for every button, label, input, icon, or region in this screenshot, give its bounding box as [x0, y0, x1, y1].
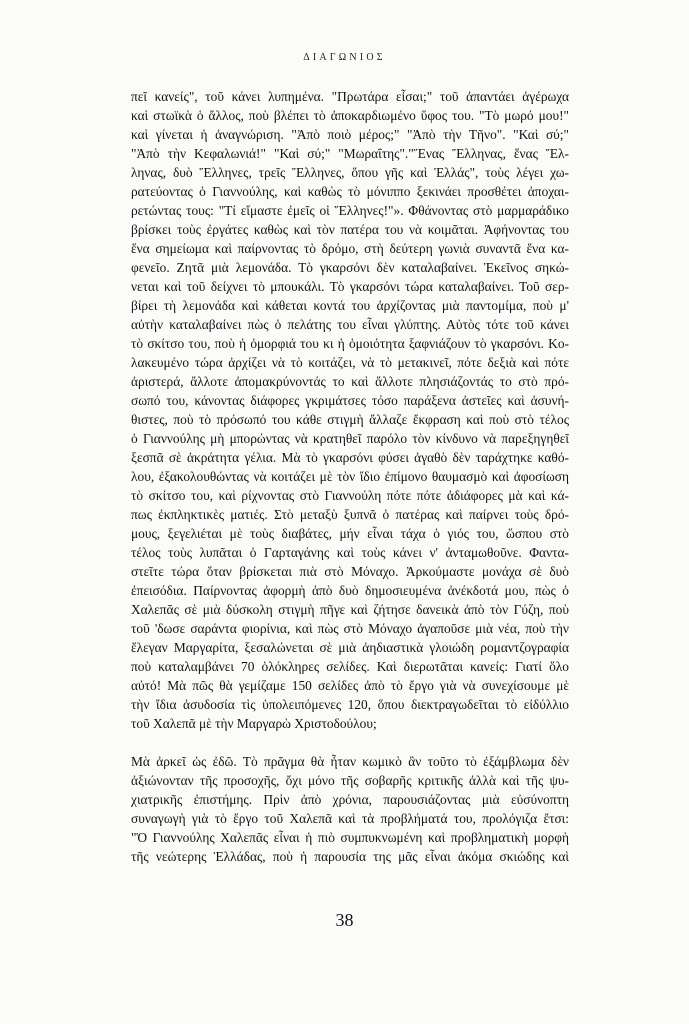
text-line: τοῦ Χαλεπᾶ μὲ τὴν Μαργαρὼ Χριστοδούλου; [131, 716, 377, 731]
page-number: 38 [335, 910, 354, 930]
text-line: καὶ γίνεται ἡ ἀναγνώριση. "Ἀπὸ ποιὸ μέρος;" "Ἀπὸ τὴν Τῆνο". "Καὶ σύ;" [131, 127, 569, 142]
text-line: βίρει τὴ λεμονάδα καὶ κάθεται κοντά του ἀρχίζοντας μιὰ παντομίμα, ποὺ μ' [131, 298, 569, 313]
text-line: "Ἀπὸ τὴν Κεφαλωνιά!" "Καὶ σύ;" "Μωραΐτης"."Ἕνας Ἕλληνας, ἕνας Ἕλ- [131, 146, 569, 161]
text-line: πως ἐκπληκτικὲς ματιές. Στὸ μεταξὺ ξυπνᾶ ὁ πατέρας καὶ παίρνει τοὺς δρό- [131, 507, 569, 522]
text-line: πεῖ κανείς", τοῦ κάνει λυπημένα. "Πρωτάρα εἶσαι;" τοῦ ἀπαντάει ἀγέρωχα [131, 89, 569, 104]
text-line: αὐτό! Μὰ πῶς θὰ γεμίζαμε 150 σελίδες ἀπὸ τὸ ἔργο γιὰ νὰ συνεχίσουμε μὲ [131, 678, 569, 693]
text-line: χιατρικῆς ἐπιστήμης. Πρὶν ἀπὸ χρόνια, παρουσιάζοντας μιὰ εὐσύνοπτη [131, 792, 569, 807]
text-line: νεται καὶ τοῦ δείχνει τὸ μπουκάλι. Τὸ γκαρσόνι τώρα καταλαβαίνει. Τοῦ σερ- [131, 279, 569, 294]
paragraph-gap [131, 733, 569, 752]
text-line: συναγωγὴ γιὰ τὸ ἔργο τοῦ Χαλεπᾶ καὶ τὰ προβλήματά του, προλόγιζα ἔτσι: [131, 811, 569, 826]
text-line: βρίσκει τοὺς ἐργάτες καθὼς καὶ τὸν πατέρα του νὰ κοιμᾶται. Ἀφήνοντας του [131, 222, 569, 237]
text-line: ἐπεισόδια. Παίρνοντας ἀφορμὴ ἀπὸ δυὸ δημοσιευμένα ἀνέκδοτά μου, πὼς ὁ [131, 583, 569, 598]
text-line: ληνας, δυὸ Ἕλληνες, τρεῖς Ἕλληνες, ὅπου γῆς καὶ Ἑλλάς", τοὺς λέγει χω- [131, 165, 569, 180]
text-line: τῆς νεώτερης Ἑλλάδας, ποὺ ἡ παρουσία της μᾶς εἶναι ἀκόμα σκιώδης καὶ [131, 849, 569, 864]
text-line: αὐτὴν καταλαβαίνει πὼς ὁ πελάτης του εἶναι γλύπτης. Αὐτὸς τότε τοῦ κάνει [131, 317, 569, 332]
text-line: ξεσπᾶ σὲ ἀκράτητα γέλια. Μὰ τὸ γκαρσόνι φύσει ἀγαθὸ δὲν ταράχτηκε καθό- [131, 450, 569, 465]
text-line: τὸ σκίτσο του, ποὺ ἡ ὀμορφιά του κι ἡ ὁμοιότητα ξαφνιάζουν τὸ γκαρσόνι. Κο- [131, 336, 569, 351]
running-head: ΔΙΑΓΩΝΙΟΣ [303, 52, 386, 63]
text-line: ρετώντας τους: "Τί εἴμαστε ἐμεῖς οἱ Ἕλληνες!"». Φθάνοντας στὸ μαρμαράδικο [131, 203, 569, 218]
text-line: θιστες, ποὺ τὸ πρόσωπό του κάθε στιγμὴ ἄλλαζε ἔκφραση καὶ ποὺ στὸ τέλος [131, 412, 569, 427]
text-line: λου, ἐξακολουθώντας νὰ κοιτάζει μὲ τὸν ἴδιο ἐπίμονο θαυμασμὸ καὶ ἀφοσίωση [131, 469, 569, 484]
text-line: Χαλεπᾶς σὲ μιὰ δύσκολη στιγμὴ πῆγε καὶ ζήτησε δανεικὰ ἀπὸ τὸν Γύζη, ποὺ [131, 602, 569, 617]
text-line: σωπό του, κάνοντας διάφορες γκριμάτσες τόσο παράξενα ἀστεῖες καὶ ἀσυνή- [131, 393, 569, 408]
text-line: φενεῖο. Ζητᾶ μιὰ λεμονάδα. Τὸ γκαρσόνι δὲν καταλαβαίνει. Ἐκεῖνος σηκώ- [131, 260, 569, 275]
text-line: ἕνα σημείωμα καὶ παίρνοντας τὸ δρόμο, στὴ δεύτερη γωνιὰ συναντᾶ ἕνα κα- [131, 241, 569, 256]
paragraph-1 [131, 87, 569, 733]
text-line: ἀξιώνονταν τῆς προσοχῆς, ὄχι μόνο τῆς σοβαρῆς κριτικῆς ἀλλὰ καὶ τῆς ψυ- [131, 773, 569, 788]
text-line: μους, ξεγελιέται μὲ τοὺς διαβάτες, μήν εἶναι τάχα ὁ γιός του, ὥσπου στὸ [131, 526, 569, 541]
text-line: τὸ σκίτσο του, καὶ ρίχνοντας στὸ Γιαννούλη πότε πότε ἀδιάφορες μὰ καὶ κά- [131, 488, 569, 503]
text-line: ἀριστερά, ἄλλοτε ἀπομακρύνοντάς το καὶ ἄλλοτε πλησιάζοντάς το στὸ πρό- [131, 374, 569, 389]
text-line: τὴν ἴδια ἀσυδοσία τὶς ὑπολειπόμενες 120, ὅπου διεκτραγωδεῖται τὸ εἰδύλλιο [131, 697, 569, 712]
text-line: ἔλεγαν Μαργαρίτα, ξεσαλώνεται σὲ μιὰ ἀηδιαστικὰ γλοιώδη ρομαντζογραφία [131, 640, 569, 655]
text-line: ὁ Γιαννούλης μὴ μπορώντας νὰ κρατηθεῖ παρόλο τὸν κίνδυνο νὰ παρεξηγηθεῖ [131, 431, 569, 446]
paragraph-2 [131, 752, 569, 866]
text-line: στεῖτε τώρα ὅταν βρίσκεται πιὰ στὸ Μόναχο. Ἀρκούμαστε μονάχα σὲ δυὸ [131, 564, 569, 579]
body-text [131, 87, 569, 866]
text-line: Μὰ ἀρκεῖ ὡς ἐδῶ. Τὸ πρᾶγμα θὰ ἦταν κωμικὸ ἂν τοῦτο τὸ ἐξάμβλωμα δὲν [131, 754, 569, 769]
text-line: ρατεύοντας ὁ Γιαννούλης, καὶ καθὼς τὸ μόνιππο ξεκινάει προσθέτει ἀποχαι- [131, 184, 569, 199]
text-line: τοῦ 'δωσε σαράντα φιορίνια, καὶ πὼς στὸ Μόναχο ἀγαποῦσε μιὰ νέα, ποὺ τὴν [131, 621, 569, 636]
text-line: λακευμένο τώρα ἀρχίζει νὰ τὸ κοιτάζει, νὰ τὸ μετακινεῖ, πότε δεξιὰ καὶ πότε [131, 355, 569, 370]
text-line: καὶ στωϊκὰ ὁ ἄλλος, ποὺ βλέπει τὸ ἀποκαρδιωμένο ὕφος του. "Τὸ μωρό μου!" [131, 108, 569, 123]
text-line: ποὺ καταλαμβάνει 70 ὁλόκληρες σελίδες. Καὶ διερωτᾶται κανείς: Γιατί ὅλο [131, 659, 569, 674]
text-line: "Ὁ Γιαννούλης Χαλεπᾶς εἶναι ἡ πιὸ συμπυκνωμένη καὶ προβληματικὴ μορφὴ [131, 830, 569, 845]
text-line: τέλος τοὺς λυπᾶται ὁ Γαρταγάνης καὶ τοὺς κάνει ν' ἀνταμωθοῦνε. Φαντα- [131, 545, 569, 560]
